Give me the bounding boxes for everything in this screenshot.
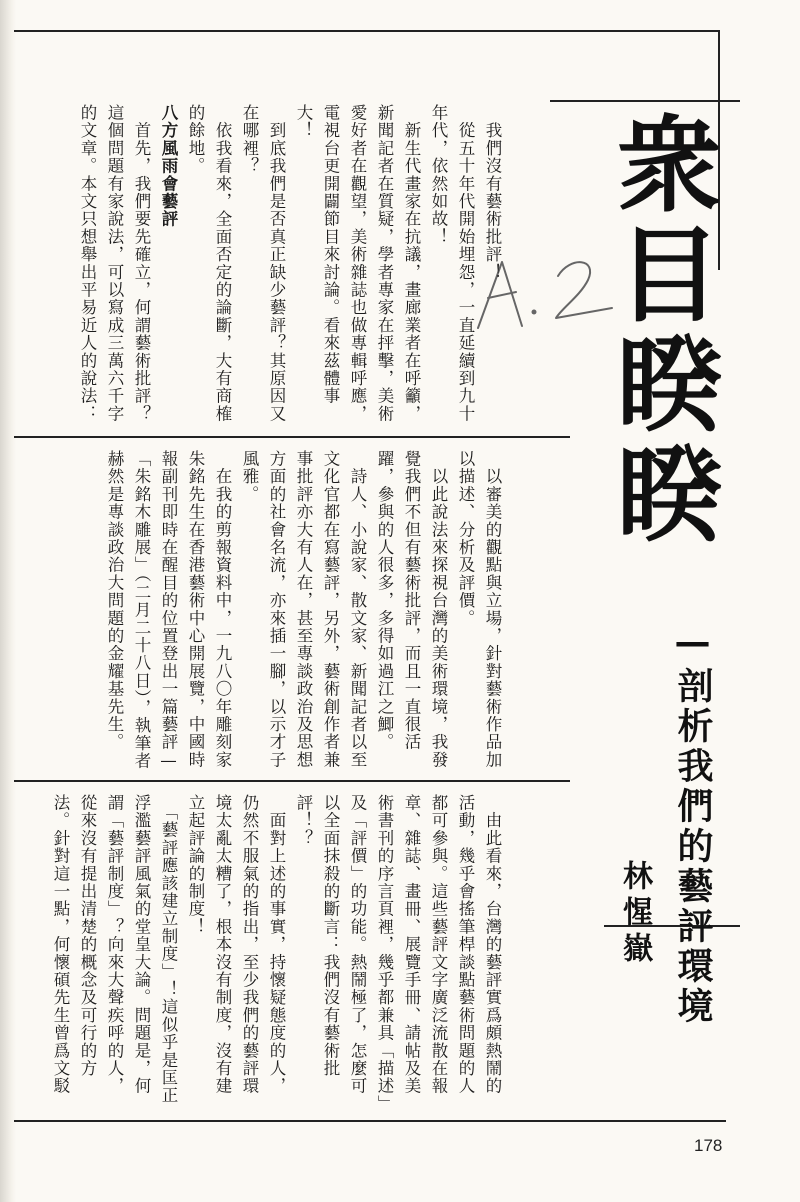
binding-shadow (0, 0, 16, 1202)
body-paragraph: 面對上述的事實，持懷疑態度的人，仍然不服氣的指出，至少我們的藝評環境太亂太糟了，根本沒有制度，沒有建立起評論的制度！ (186, 794, 286, 1095)
text-band-middle (20, 450, 560, 772)
paragraph-group-middle (101, 450, 506, 772)
page-number: 178 (694, 1136, 723, 1155)
section-heading: 八方風雨會藝評 (159, 104, 178, 228)
body-paragraph: 以審美的觀點與立場，針對藝術作品加以描述、分析及評價。 (456, 450, 502, 769)
body-paragraph: 詩人、小說家、散文家、新聞記者以至文化官都在寫藝評，另外，藝術創作者兼事批評亦大有人在，甚至專談政治及思想方面的社會名流，亦來插一腳，以示才子風雅。 (240, 450, 367, 769)
body-paragraph: 在我的剪報資料中，一九八〇年雕刻家朱銘先生在香港藝術中心開展覽，中國時報副刊即時在醒目的位置登出一篇藝評—「朱銘木雕展」（二月二十八日），執筆者赫然是專談政治大問題的金耀基先生。 (105, 450, 232, 772)
body-paragraph: 從五十年代開始埋怨，一直延續到九十年代，依然如故！ (429, 104, 475, 423)
section-rule-2 (14, 780, 570, 782)
text-band-bottom (20, 794, 560, 1112)
title-tick-top (550, 100, 740, 102)
paragraph-group-top (74, 104, 506, 426)
section-rule-1 (14, 436, 570, 438)
article-subtitle: —剖析我們的藝評環境 (672, 622, 713, 1027)
body-paragraph: 依我看來，全面否定的論斷，大有商榷的餘地。 (186, 104, 232, 423)
body-paragraph: 新生代畫家在抗議，畫廊業者在呼籲，新聞記者在質疑，學者專家在抨擊，美術愛好者在觀望，美術雜誌也做專輯呼應，電視台更開闢節目來討論。看來茲體事大！ (294, 104, 421, 423)
body-paragraph: 由此看來，台灣的藝評實爲頗熱鬧的活動，幾乎會搖筆桿談點藝術問題的人都可參與。這些藝評文字廣泛流散在報章、雜誌、畫冊、展覽手冊、請帖及美術書刊的序言頁裡，幾乎都兼具「描述」及「評價」的功能。熱鬧極了，怎麼可以全面抹殺的斷言：我們沒有藝術批評！？ (294, 794, 502, 1105)
article-title: 衆目睽睽 (599, 110, 721, 550)
top-rule (14, 30, 720, 32)
text-band-top (20, 104, 560, 426)
body-paragraph: 我們沒有藝術批評！ (483, 104, 502, 281)
body-paragraph: 首先，我們要先確立，何謂藝術批評？這個問題有家說法，可以寫成三萬六千字的文章。本文只想舉出平易近人的說法： (78, 104, 151, 423)
body-paragraph: 以此說法來探視台灣的美術環境，我發覺我們不但有藝術批評，而且一直很活躍，參與的人很多，多得如過江之鯽。 (375, 450, 448, 769)
paragraph-group-bottom (47, 794, 506, 1112)
article-author: 林惺嶽 (617, 860, 652, 968)
body-paragraph: 到底我們是否真正缺少藝評？其原因又在哪裡？ (240, 104, 286, 423)
body-paragraph: 「藝評應該建立制度」！這似乎是匡正浮濫藝評風氣的堂皇大論。問題是，何謂「藝評制度」？向來大聲疾呼的人，從來沒有提出清楚的概念及可行的方法。針對這一點，何懷碩先生曾爲文駁 (51, 794, 178, 1105)
bottom-rule (14, 1120, 726, 1122)
